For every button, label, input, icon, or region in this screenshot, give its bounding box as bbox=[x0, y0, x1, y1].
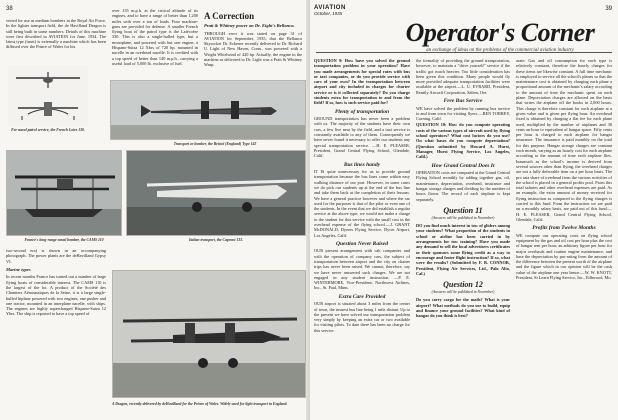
masthead-subtitle: an exchange of ideas on the problems of the commercial aviation industry bbox=[426, 48, 574, 53]
question-9: QUESTION 9: How have you solved the ground transportation problem in your operation? Have you made arrangements for special rates with bus or taxi companies, or do you provide service with cars of your own? In the transportation between airport and city included in charges for charter service or is it collected separately? Do you charge students extra for transportation to and from the field? If so, how is such service paid for? bbox=[314, 58, 410, 106]
question-11-text: DO you find much interest in tow of gliders among your students? What proportion of the students in school or airline has been carried in by arrangements for tow training? Have you made any demand to sell the local advertisers certificates or their sponsors some flying credit as a way to encourage and foster flight instruction? If so, what were the results? (Submitted by F. B. CONNOR, President, Flying Air Services, Ltd., Palo Alto, Cal.) bbox=[416, 223, 510, 276]
marine-heading: Marine types bbox=[6, 266, 31, 272]
flying-boat-icon bbox=[7, 151, 122, 236]
grand-central-body: OPERATION costs are computed at the Grand Central Flying School monthly by adding together gas, oil, maintenance, depreciation, overhead, insurance and hangar storage charges and dividing by the number of hours flown. The record of each airplane is kept separately. bbox=[416, 170, 510, 202]
bus-body: IT IS quite unnecessary for us to provide ground transportation because the bus lines come within easy walking distance of our port. However, in some cases we do pick our students up at the end of the bus line and take them back at the completion of their lessons. We have a general practice however and where the car used for the purposes is that of the pilot or even one of the students. In the event that we did establish a regular service at the above type, we would not make a charge to the student for this service with the small cost in the overhead expense of the flying school.—J. GRANT McDONALD, Dyeres Flying Service, Dycer Airport, Los Angeles, Calif. bbox=[314, 169, 410, 238]
correction-body: THROUGH error it was stated on page 31 of AVIATION for September, 1935, that the Bellanca Skyrocket Dr. Eckener recently delivered to Dr. Richard U. Light of New Haven, Conn., was powered with a Wright Whirlwind of 420 hp. Actually, the engine in the machine as delivered to Dr. Light was a Pratt & Whitney Wasp. bbox=[204, 30, 302, 68]
loire-130-drawing bbox=[8, 66, 88, 126]
left-intro-column bbox=[6, 18, 106, 62]
left-page bbox=[0, 0, 308, 420]
fig2-caption: Transport or bomber, the Bristol (England) Type 142 bbox=[173, 142, 257, 146]
never-raised-heading: Question Never Raised bbox=[336, 240, 388, 247]
free-bus-heading: Free Bus Service bbox=[443, 98, 483, 105]
fig3-caption: France's long-range naval bomber, the CAMS 110 bbox=[24, 238, 104, 242]
extra-care-heading: Extra Care Provided bbox=[338, 293, 386, 300]
question-12-text: Do you carry cargo for the mails? What is your airport? What methods do you use to build, equip and finance your ground facilities? What kind of hangar do you think is best? bbox=[416, 297, 510, 319]
correction-subtitle: Pratt & Whitney power on Dr. Eight's Bellanca. bbox=[204, 23, 295, 28]
cams-110-photo bbox=[6, 150, 122, 236]
question-12-title: Question 12 bbox=[443, 280, 483, 290]
fig1-caption: For naval patrol service, the French Loire 130. bbox=[11, 128, 85, 132]
caproni-133-photo bbox=[126, 150, 306, 236]
question-11-title: Question 11 bbox=[443, 205, 483, 215]
marine-body: In recent months France has turned out a number of large flying boats of considerable interest. The CAMS 110 is the largest of the lot. A product of the Société des Chantiers Aéronautiques de la Seine, it is a large single-hulled biplane powered with two engines, one pusher and one tractor, mounted in an interplane nacelle, with ships. The engines are highly supercharged Hispano-Suiza 12 Ybrs. The ship is reported to have a top speed of bbox=[6, 274, 106, 317]
operators-corner-masthead bbox=[390, 20, 610, 54]
masthead-rule bbox=[316, 52, 612, 53]
fig5-caption: A Dragon, recently delivered by deHavilland for the Prince of Wales. Widely used for light transport in England. bbox=[112, 402, 288, 406]
correction-article bbox=[204, 8, 302, 74]
plenty-heading: Plenty of transportation bbox=[334, 108, 390, 115]
question-10: QUESTION 10: How do you compute operating costs of the various types of aircraft used by flying school operators? What cost factors do you use? On what bases do you compute depreciation? (Question submitted by Howard A. Hurst, Manager, Hurst Flying Service, Los Angeles, Calif.) bbox=[416, 122, 510, 160]
plane-drawing-icon bbox=[8, 66, 88, 126]
dragon-photo bbox=[112, 270, 306, 398]
header-date: October, 1935 bbox=[314, 11, 343, 16]
running-header bbox=[314, 5, 346, 17]
biplane-photo-icon bbox=[113, 271, 306, 398]
grand-central-heading: How Grand Central Does It bbox=[431, 162, 495, 169]
transport-plane-icon bbox=[127, 151, 306, 236]
question-12-note: (Answers will be published in November) bbox=[431, 290, 495, 295]
page-number-right: 39 bbox=[605, 6, 612, 12]
twelve-months-heading: Profits from Twelve Months bbox=[532, 225, 596, 232]
fig4-caption: Italian transport, the Caproni 133. bbox=[188, 238, 243, 242]
masthead-title: Operator's Corner bbox=[405, 18, 595, 47]
col2-continued: the formality of providing the ground transportation, however, to maintain a "drive yourself" service if the traffic got much heavier. Too little consideration has been given this condition. Many people would fly more provided adequate transportation facilities were available at the airport.—L. U. EVRARD, President, Rentily Aircraft Corporation, Salem, Ore. bbox=[416, 58, 510, 95]
bus-heading: Bus lines handy bbox=[343, 161, 381, 168]
twelve-months-body: WE compute our operating costs on flying school equipment by the gas and oil cost per hour plus the cost of hangar rent per hour, an arbitrary figure per hour for major overhauls and routine engine maintenance, and base the depreciation by pro-rating from the amount of the difference between the present worth of the airplane and the figure which in our opinion will be the cash value of the airplane one year hence.—W. W. KNOTT, President, Si Learn Flying Service, Inc., Edhwood, Mo. bbox=[516, 232, 612, 281]
header-magazine: AVIATION bbox=[314, 5, 346, 11]
left-second-text: over 135 m.p.h. at the critical altitude of its engines, and to have a range of better than 1,200 miles with over a ton of loads. Four machine-guns are provided for defense. A smaller French flying boat of the patrol type is the Latécoère 330. This is also a single-hulled type, but a monoplane, and powered with but one engine, a Hispano-Suiza 12 Xbrs of 720 hp. mounted in nacelle in an overhead nacelle. It is credited with a top speed of better than 140 m.p.h., carrying a useful load of 5,000 lb. exclusive of fuel. bbox=[112, 8, 198, 66]
bottom-intro-text: two-second era) is shown in an accompanying photograph. The power plants are the deHavilland Gypsy VI. bbox=[6, 248, 106, 264]
extra-care-body: OUR airport is situated about 3 miles from the center of town, the nearest bus line being 1 mile distant. Up to the present we have solved our transportation problem very simply by keeping an extra car or two available for visiting pilots. To date there has been no charge for this service. bbox=[314, 301, 410, 333]
never-raised-body: OUR present arrangement with cab companies and with the operation of company cars, the subject of transportation between airport and the city on charter trips has never been raised. We cannot, therefore, say we have never answered such charges. We are not engaged in any student instruction. —P. E. WINTERMORE, Vice-President, Northwest Airlines, Inc., St. Paul, Minn. bbox=[314, 248, 410, 291]
left-intro-text: verted for use as medium bombers in the Royal Air Force. In the lighter transport field, the de Havilland Dragon is still being built in some numbers. Details of this machine were first described in AVIATION for June, 1934. The latest type (inset) is externally a machine which has been diffused over the Prince of Wales for his bbox=[6, 18, 106, 50]
right-column-2 bbox=[416, 58, 510, 416]
page-number-left: 38 bbox=[6, 6, 13, 12]
left-second-column bbox=[112, 8, 198, 80]
correction-title: A Correction bbox=[204, 11, 255, 21]
right-column-3 bbox=[516, 58, 612, 416]
free-bus-body: WE have solved the problem by running bus service to and from town for visiting flyers.—BEN TORREY, Corning, Calif. bbox=[416, 105, 510, 122]
bristol-142-photo bbox=[110, 80, 306, 140]
plenty-body: GROUND transportation has never been a problem with us. The majority of the students have their own cars, a few live near by the field, and a taxi service is constantly available to any of them. Consequently we have never found it necessary to offer our students any special transportation service. —H. E. PLEASER, President, Grand Central Flying School, Glendale, Calif. bbox=[314, 116, 410, 159]
question-11-note: (Answers will be published in November) bbox=[431, 215, 495, 220]
marine-types-column bbox=[6, 248, 106, 416]
right-column-1 bbox=[314, 58, 410, 416]
col3-body: arate. Gas and oil consumption for each type is relatively constant, therefore the hourly charges for these items are likewise constant. A full time mechanic is employed to service all the school's planes so that the maintenance cost is obtained by charging each plane a proportional amount of the mechanic's salary according to the amount of time the mechanic spent on each plane. Depreciation charges are allowed on the basis that writes the airplane off the books in 2,000 hours. This charge is therefore constant for each airplane at a given value and is given per flying hour. An overhead fixed is obtained by charging a flat fee for each plane used, multiplied by the number of airplanes and 30 cents an hour to equivalent of hangar space. Fifty cents per hour is charged to each airplane for hangar insurance. The insurance is paid monthly on the total for this purpose. Hangar storage charges are constant each month, varying as an hourly cost for each airplane according to the amount of time each airplane flies. Inasmuch as the school's income is derived from several sources other than flying, the overhead charges are not a fully deferrable item on a per hour basis. The pro rata share of overhead from the various activities of the school is placed in a general profits pool. From this total salaries and other overhead expenses are paid. As an example, the extra amount of money received for flying instruction as compared to the flying charges is carried to this fund. From the instruction we are paid on a monthly salary basis, are paid out of this fund.—H. E. PLEASER, Grand Central Flying School, Glendale, Calif. bbox=[516, 58, 612, 222]
airplane-photo-icon bbox=[111, 81, 306, 140]
